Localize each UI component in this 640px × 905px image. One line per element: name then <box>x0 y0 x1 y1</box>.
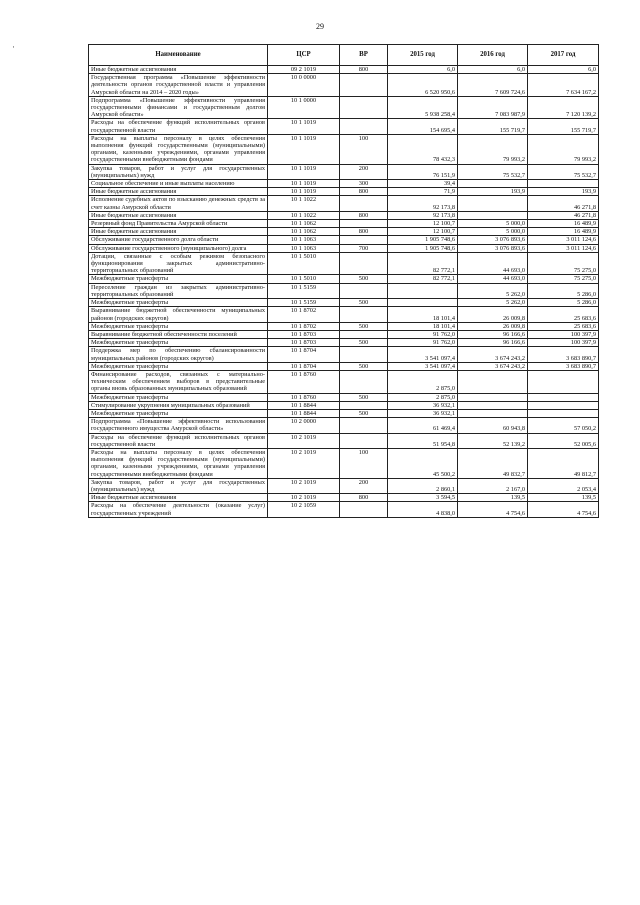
row-2017: 100 397,9 <box>528 330 599 338</box>
row-2016: 52 139,2 <box>458 433 528 448</box>
row-vr: 800 <box>340 188 388 196</box>
header-name: Наименование <box>89 45 268 66</box>
row-2015: 3 594,5 <box>388 494 458 502</box>
row-2017: 6,0 <box>528 66 599 74</box>
header-csr: ЦСР <box>268 45 340 66</box>
row-vr: 500 <box>340 393 388 401</box>
row-vr: 500 <box>340 322 388 330</box>
row-csr: 10 1 1022 <box>268 196 340 211</box>
row-2016 <box>458 211 528 219</box>
row-2015: 1 905 748,6 <box>388 236 458 244</box>
row-csr: 10 1 1019 <box>268 180 340 188</box>
table-row <box>89 339 599 347</box>
row-vr <box>340 370 388 393</box>
row-2015: 91 762,0 <box>388 339 458 347</box>
row-2016 <box>458 370 528 393</box>
row-2017: 46 271,8 <box>528 196 599 211</box>
row-2015 <box>388 299 458 307</box>
row-csr: 10 1 5159 <box>268 299 340 307</box>
row-2016: 7 609 724,6 <box>458 74 528 97</box>
row-2016: 5 262,0 <box>458 283 528 298</box>
row-vr: 800 <box>340 66 388 74</box>
row-2016: 26 009,8 <box>458 322 528 330</box>
row-2016: 4 754,6 <box>458 502 528 517</box>
row-2015: 154 695,4 <box>388 119 458 134</box>
row-csr: 10 2 1019 <box>268 478 340 493</box>
table-row <box>89 66 599 74</box>
row-vr <box>340 74 388 97</box>
table-row <box>89 228 599 236</box>
row-2017: 3 683 890,7 <box>528 362 599 370</box>
row-2015 <box>388 283 458 298</box>
table-row <box>89 74 599 97</box>
row-2017: 3 011 124,6 <box>528 236 599 244</box>
row-vr: 500 <box>340 275 388 283</box>
row-2015: 45 500,2 <box>388 448 458 478</box>
row-csr: 10 1 5010 <box>268 252 340 275</box>
row-name: Иные бюджетные ассигнования <box>89 494 268 502</box>
table-row <box>89 330 599 338</box>
row-name: Переселение граждан из закрытых административно-территориальных образований <box>89 283 268 298</box>
row-2017: 4 754,6 <box>528 502 599 517</box>
row-2015: 92 173,8 <box>388 196 458 211</box>
row-vr: 700 <box>340 244 388 252</box>
row-name: Расходы на обеспечение деятельности (оказание услуг) государственных учреждений <box>89 502 268 517</box>
row-2016 <box>458 180 528 188</box>
row-2016: 3 076 893,6 <box>458 244 528 252</box>
row-csr: 10 1 8844 <box>268 401 340 409</box>
row-2015: 76 151,9 <box>388 164 458 179</box>
row-csr: 10 1 8760 <box>268 393 340 401</box>
row-name: Поддержка мер по обеспечению сбалансированности муниципальных районов (городских округов) <box>89 347 268 362</box>
row-vr <box>340 283 388 298</box>
row-2016: 79 993,2 <box>458 134 528 164</box>
table-row <box>89 119 599 134</box>
row-name: Иные бюджетные ассигнования <box>89 66 268 74</box>
row-csr: 10 1 0000 <box>268 96 340 119</box>
row-csr: 10 1 1063 <box>268 236 340 244</box>
row-2016: 96 166,6 <box>458 339 528 347</box>
row-2017: 5 286,0 <box>528 283 599 298</box>
row-2015: 3 541 097,4 <box>388 347 458 362</box>
header-vr: ВР <box>340 45 388 66</box>
table-row <box>89 494 599 502</box>
table-row <box>89 283 599 298</box>
row-csr: 10 1 1062 <box>268 220 340 228</box>
row-2017: 7 634 167,2 <box>528 74 599 97</box>
row-2015: 2 875,0 <box>388 393 458 401</box>
header-2017: 2017 год <box>528 45 599 66</box>
row-2015: 18 101,4 <box>388 322 458 330</box>
row-csr: 10 1 1019 <box>268 164 340 179</box>
table-row <box>89 96 599 119</box>
row-2017: 5 286,0 <box>528 299 599 307</box>
row-2015: 3 541 097,4 <box>388 362 458 370</box>
row-2015: 6,0 <box>388 66 458 74</box>
table-row <box>89 299 599 307</box>
row-2016: 155 719,7 <box>458 119 528 134</box>
row-csr: 10 1 8760 <box>268 370 340 393</box>
row-2015: 12 100,7 <box>388 228 458 236</box>
row-2017: 25 683,6 <box>528 307 599 322</box>
table-row <box>89 275 599 283</box>
row-2016: 3 076 893,6 <box>458 236 528 244</box>
row-name: Выравнивание бюджетной обеспеченности поселений <box>89 330 268 338</box>
row-name: Подпрограмма «Повышение эффективности управления государственными финансами и государственным долгом Амурской области» <box>89 96 268 119</box>
table-row <box>89 188 599 196</box>
row-csr: 10 1 8703 <box>268 330 340 338</box>
table-row <box>89 244 599 252</box>
row-csr: 09 2 1019 <box>268 66 340 74</box>
table-row <box>89 252 599 275</box>
table-row <box>89 370 599 393</box>
row-2017: 2 053,4 <box>528 478 599 493</box>
row-vr: 500 <box>340 299 388 307</box>
row-csr: 10 1 1062 <box>268 228 340 236</box>
row-name: Государственная программа «Повышение эффективности деятельности органов государственной власти и управления Амурской области на 2014 – 2020 годы» <box>89 74 268 97</box>
row-csr: 10 1 1063 <box>268 244 340 252</box>
row-2016: 3 674 243,2 <box>458 362 528 370</box>
row-2017: 7 120 139,2 <box>528 96 599 119</box>
row-2015: 2 875,0 <box>388 370 458 393</box>
row-2015: 36 932,1 <box>388 401 458 409</box>
row-2015: 6 520 950,6 <box>388 74 458 97</box>
table-row <box>89 502 599 517</box>
row-vr <box>340 252 388 275</box>
row-vr: 300 <box>340 180 388 188</box>
row-name: Межбюджетные трансферты <box>89 339 268 347</box>
table-row <box>89 164 599 179</box>
row-name: Межбюджетные трансферты <box>89 393 268 401</box>
row-csr: 10 2 1019 <box>268 448 340 478</box>
table-row <box>89 478 599 493</box>
row-2017: 16 489,9 <box>528 220 599 228</box>
table-row <box>89 362 599 370</box>
row-name: Закупка товаров, работ и услуг для государственных (муниципальных) нужд <box>89 478 268 493</box>
row-name: Межбюджетные трансферты <box>89 299 268 307</box>
row-2017: 100 397,9 <box>528 339 599 347</box>
row-vr <box>340 330 388 338</box>
row-name: Выравнивание бюджетной обеспеченности муниципальных районов (городских округов) <box>89 307 268 322</box>
row-2016: 96 166,6 <box>458 330 528 338</box>
row-name: Дотации, связанные с особым режимом безопасного функционирования закрытых административно-территориальных образований <box>89 252 268 275</box>
row-2016: 7 083 987,9 <box>458 96 528 119</box>
row-name: Обслуживание государственного (муниципального) долга <box>89 244 268 252</box>
page-number: 29 <box>316 22 324 31</box>
row-2017: 3 683 890,7 <box>528 347 599 362</box>
row-vr <box>340 347 388 362</box>
row-name: Межбюджетные трансферты <box>89 409 268 417</box>
table-row <box>89 220 599 228</box>
row-2016: 49 832,7 <box>458 448 528 478</box>
row-vr: 800 <box>340 211 388 219</box>
row-2016: 75 532,7 <box>458 164 528 179</box>
row-vr <box>340 433 388 448</box>
row-2017 <box>528 393 599 401</box>
row-2016: 6,0 <box>458 66 528 74</box>
row-vr: 200 <box>340 478 388 493</box>
table-row <box>89 409 599 417</box>
row-csr: 10 0 0000 <box>268 74 340 97</box>
row-2017 <box>528 180 599 188</box>
row-vr: 800 <box>340 494 388 502</box>
row-csr: 10 1 1019 <box>268 188 340 196</box>
row-vr: 100 <box>340 448 388 478</box>
row-2017: 193,9 <box>528 188 599 196</box>
row-2015: 5 938 258,4 <box>388 96 458 119</box>
row-name: Иные бюджетные ассигнования <box>89 188 268 196</box>
row-vr: 100 <box>340 134 388 164</box>
row-csr: 10 1 1019 <box>268 134 340 164</box>
row-vr <box>340 119 388 134</box>
table-row <box>89 347 599 362</box>
row-2016: 26 009,8 <box>458 307 528 322</box>
table-row <box>89 418 599 433</box>
table-row <box>89 307 599 322</box>
table-header-row <box>89 45 599 66</box>
row-2017 <box>528 370 599 393</box>
table-row <box>89 134 599 164</box>
row-2016 <box>458 196 528 211</box>
table-row <box>89 211 599 219</box>
table-body <box>89 66 599 518</box>
row-2015: 82 772,1 <box>388 275 458 283</box>
row-2016: 60 943,8 <box>458 418 528 433</box>
row-2017: 75 532,7 <box>528 164 599 179</box>
table-row <box>89 393 599 401</box>
row-2015: 1 905 748,6 <box>388 244 458 252</box>
row-vr <box>340 96 388 119</box>
row-vr: 800 <box>340 228 388 236</box>
row-name: Иные бюджетные ассигнования <box>89 211 268 219</box>
row-2017: 155 719,7 <box>528 119 599 134</box>
row-2015: 91 762,0 <box>388 330 458 338</box>
row-name: Исполнение судебных актов по взысканию денежных средств за счет казны Амурской области <box>89 196 268 211</box>
row-csr: 10 1 8703 <box>268 339 340 347</box>
row-2017: 16 489,9 <box>528 228 599 236</box>
row-name: Закупка товаров, работ и услуг для государственных (муниципальных) нужд <box>89 164 268 179</box>
row-2015: 2 860,1 <box>388 478 458 493</box>
row-vr: 500 <box>340 339 388 347</box>
row-vr <box>340 220 388 228</box>
table-row <box>89 322 599 330</box>
row-csr: 10 1 5159 <box>268 283 340 298</box>
row-csr: 10 1 8704 <box>268 362 340 370</box>
row-vr <box>340 196 388 211</box>
row-name: Финансирование расходов, связанных с материально-техническим обеспечением выборов в представительные органы вновь образованных муниципальных образований <box>89 370 268 393</box>
row-name: Социальное обеспечение и иные выплаты населению <box>89 180 268 188</box>
row-2017: 25 683,6 <box>528 322 599 330</box>
row-2017: 46 271,8 <box>528 211 599 219</box>
row-2015: 18 101,4 <box>388 307 458 322</box>
row-vr <box>340 502 388 517</box>
table-row <box>89 433 599 448</box>
table-row <box>89 401 599 409</box>
row-2015: 71,9 <box>388 188 458 196</box>
row-name: Расходы на обеспечение функций исполнительных органов государственной власти <box>89 433 268 448</box>
row-csr: 10 1 8844 <box>268 409 340 417</box>
row-2015: 78 432,3 <box>388 134 458 164</box>
row-csr: 10 2 1019 <box>268 494 340 502</box>
row-2017: 49 812,7 <box>528 448 599 478</box>
row-name: Межбюджетные трансферты <box>89 362 268 370</box>
row-2016: 5 000,0 <box>458 220 528 228</box>
row-2017: 79 993,2 <box>528 134 599 164</box>
header-2015: 2015 год <box>388 45 458 66</box>
row-2016: 5 000,0 <box>458 228 528 236</box>
row-name: Резервный фонд Правительства Амурской области <box>89 220 268 228</box>
row-2017: 139,5 <box>528 494 599 502</box>
table-row <box>89 180 599 188</box>
row-2016: 193,9 <box>458 188 528 196</box>
row-2017 <box>528 401 599 409</box>
table-row <box>89 196 599 211</box>
row-vr <box>340 401 388 409</box>
row-csr: 10 2 1019 <box>268 433 340 448</box>
row-vr: 500 <box>340 409 388 417</box>
row-2015: 36 932,1 <box>388 409 458 417</box>
row-2017: 3 011 124,6 <box>528 244 599 252</box>
row-name: Расходы на обеспечение функций исполнительных органов государственной власти <box>89 119 268 134</box>
row-vr: 200 <box>340 164 388 179</box>
row-name: Расходы на выплаты персоналу в целях обеспечения выполнения функций государственными (муниципальными) органами, казенными учреждениями, органами управления государственными внебюджетными фондами <box>89 134 268 164</box>
row-2016 <box>458 409 528 417</box>
row-2016 <box>458 401 528 409</box>
row-2017: 75 275,0 <box>528 275 599 283</box>
budget-table-container <box>88 44 598 518</box>
row-2017: 52 005,6 <box>528 433 599 448</box>
row-2016: 139,5 <box>458 494 528 502</box>
row-2016: 2 167,0 <box>458 478 528 493</box>
table-row <box>89 236 599 244</box>
row-csr: 10 1 5010 <box>268 275 340 283</box>
row-name: Расходы на выплаты персоналу в целях обеспечения выполнения функций государственными (муниципальными) органами, казенными учреждениями, органами управления государственными внебюджетными фондами <box>89 448 268 478</box>
row-2016: 3 674 243,2 <box>458 347 528 362</box>
row-csr: 10 1 8702 <box>268 307 340 322</box>
row-csr: 10 1 1022 <box>268 211 340 219</box>
scan-mark: · <box>12 42 15 52</box>
row-2016 <box>458 393 528 401</box>
row-name: Обслуживание государственного долга области <box>89 236 268 244</box>
row-name: Межбюджетные трансферты <box>89 322 268 330</box>
row-csr: 10 1 8702 <box>268 322 340 330</box>
row-vr <box>340 418 388 433</box>
row-csr: 10 1 1019 <box>268 119 340 134</box>
row-csr: 10 2 1059 <box>268 502 340 517</box>
row-vr <box>340 307 388 322</box>
row-2015: 4 838,0 <box>388 502 458 517</box>
row-vr <box>340 236 388 244</box>
row-name: Стимулирование укрупнения муниципальных образований <box>89 401 268 409</box>
row-2015: 51 954,8 <box>388 433 458 448</box>
row-2017: 75 275,0 <box>528 252 599 275</box>
row-2016: 44 693,0 <box>458 252 528 275</box>
row-name: Подпрограмма «Повышение эффективности использования государственного имущества Амурской области» <box>89 418 268 433</box>
row-2015: 92 173,8 <box>388 211 458 219</box>
row-2015: 39,4 <box>388 180 458 188</box>
row-2015: 61 469,4 <box>388 418 458 433</box>
row-2015: 82 772,1 <box>388 252 458 275</box>
row-2017: 57 050,2 <box>528 418 599 433</box>
row-2016: 5 262,0 <box>458 299 528 307</box>
row-2017 <box>528 409 599 417</box>
header-2016: 2016 год <box>458 45 528 66</box>
row-name: Межбюджетные трансферты <box>89 275 268 283</box>
row-csr: 10 1 8704 <box>268 347 340 362</box>
row-2016: 44 693,0 <box>458 275 528 283</box>
row-csr: 10 2 0000 <box>268 418 340 433</box>
budget-table <box>88 44 599 518</box>
row-vr: 500 <box>340 362 388 370</box>
row-name: Иные бюджетные ассигнования <box>89 228 268 236</box>
row-2015: 12 100,7 <box>388 220 458 228</box>
table-row <box>89 448 599 478</box>
